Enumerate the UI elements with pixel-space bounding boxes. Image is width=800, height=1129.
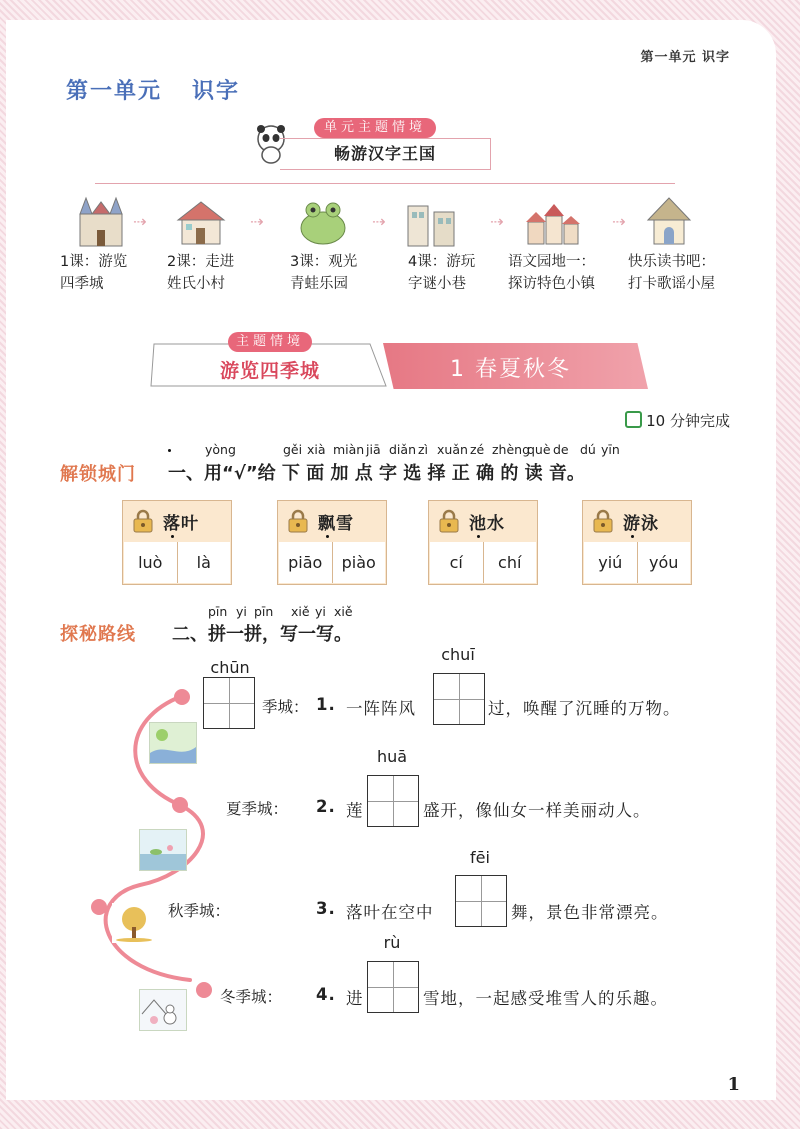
section-label-route: 探秘路线 (60, 624, 136, 645)
emphasis-dot (171, 535, 174, 538)
city-label-autumn: 秋季城： (168, 902, 231, 920)
route-pin (172, 797, 188, 813)
village-illustration-icon (172, 192, 230, 250)
pinyin-syllable: zé (470, 442, 485, 457)
lock-card-options (584, 542, 690, 583)
route-pin (91, 899, 107, 915)
frog-park-illustration-icon (294, 192, 352, 250)
route-pin (196, 982, 212, 998)
question1-pinyin (198, 442, 628, 458)
lock-card-options (430, 542, 536, 583)
route-arrow-icon: ⇢ (372, 212, 386, 231)
lock-card (277, 500, 387, 585)
question2-pinyin (198, 604, 368, 620)
pinyin-syllable: de (553, 442, 569, 457)
item-number: 4. (316, 985, 336, 1004)
writing-grid[interactable] (203, 677, 255, 729)
question2-text: 二、拼一拼，写一写。 (172, 624, 352, 645)
reading-option[interactable]: luò (138, 553, 163, 572)
city-label-winter: 冬季城： (220, 988, 283, 1006)
castle-illustration-icon (72, 192, 130, 250)
reading-option[interactable]: yóu (637, 542, 691, 583)
padlock-icon (437, 509, 461, 533)
stop-label: 快乐读书吧： 打卡歌谣小屋 (628, 254, 715, 292)
route-line (95, 183, 675, 184)
grid-pinyin: chuī (441, 645, 475, 664)
lock-card-top (429, 501, 537, 541)
pinyin-syllable: yīn (601, 442, 620, 457)
lock-card-top (278, 501, 386, 541)
pinyin-syllable: zì (418, 442, 429, 457)
item-text-before: 莲 (346, 801, 364, 820)
pinyin-syllable: xuǎn (437, 442, 468, 457)
item-text-after: 过，唤醒了沉睡的万物。 (488, 699, 681, 718)
pinyin-syllable: yi (236, 604, 247, 619)
stop-label: 语文园地一： 探访特色小镇 (508, 254, 595, 292)
town-illustration-icon (524, 192, 582, 250)
stop-label: 2课：走进 姓氏小村 (167, 254, 235, 292)
lock-card-word: 游泳 (623, 514, 659, 534)
lesson-title: 1 春夏秋冬 (450, 357, 571, 382)
cottage-illustration-icon (640, 192, 698, 250)
section-label-unlock: 解锁城门 (60, 464, 136, 485)
grid-pinyin: fēi (470, 848, 490, 867)
lock-card (428, 500, 538, 585)
lock-card-top (123, 501, 231, 541)
reading-option[interactable]: piào (332, 542, 386, 583)
unit-title-number: 第一单元 (66, 79, 163, 104)
timer-note (625, 410, 730, 431)
pinyin-syllable: xiě (291, 604, 310, 619)
pinyin-syllable: yi (315, 604, 326, 619)
lesson-theme-title: 游览四季城 (220, 360, 321, 382)
writing-grid[interactable] (433, 673, 485, 725)
route-arrow-icon: ⇢ (250, 212, 264, 231)
emphasis-dot (631, 535, 634, 538)
lock-card-options (279, 542, 385, 583)
timer-text: 10 分钟完成 (646, 412, 730, 430)
item-text-before: 落叶在空中 (346, 903, 434, 922)
grid-pinyin: huā (376, 747, 408, 766)
question1-text: 一、用“√”给 下 面 加 点 字 选 择 正 确 的 读 音。 (168, 463, 585, 484)
item-text-before: 一阵阵风 (346, 699, 416, 718)
lock-card (122, 500, 232, 585)
route-arrow-icon: ⇢ (490, 212, 504, 231)
emphasis-dot (477, 535, 480, 538)
pinyin-syllable: jiā (366, 442, 381, 457)
alarm-clock-icon (625, 411, 642, 428)
page-number: 1 (727, 1074, 740, 1095)
reading-option[interactable]: là (177, 542, 231, 583)
pinyin-syllable: gěi (283, 442, 303, 457)
alley-illustration-icon (402, 192, 460, 250)
lock-card-word: 飘雪 (318, 514, 354, 534)
grid-pinyin: rù (383, 933, 401, 952)
unit-title (66, 74, 240, 105)
theme-tag: 单元主题情境 (314, 118, 436, 138)
item-text-before: 进 (346, 989, 364, 1008)
pinyin-syllable: diǎn (389, 442, 416, 457)
stray-dot (168, 449, 171, 452)
route-arrow-icon: ⇢ (612, 212, 626, 231)
writing-grid[interactable] (367, 775, 419, 827)
pinyin-syllable: pīn (254, 604, 274, 619)
stop-label: 4课：游玩 字谜小巷 (408, 254, 476, 292)
emphasis-dot (326, 535, 329, 538)
lock-card-top (583, 501, 691, 541)
route-arrow-icon: ⇢ (133, 212, 147, 231)
writing-grid[interactable] (367, 961, 419, 1013)
reading-option[interactable]: cí (449, 553, 463, 572)
item-number: 3. (316, 899, 336, 918)
city-label-summer: 夏季城： (226, 800, 289, 818)
item-number: 2. (316, 797, 336, 816)
pinyin-syllable: yòng (205, 442, 236, 457)
winter-scene-icon (139, 989, 187, 1031)
pinyin-syllable: pīn (208, 604, 228, 619)
theme-title: 畅游汉字王国 (280, 138, 491, 170)
item-number: 1. (316, 695, 336, 714)
city-label-spring: 季城： (262, 698, 309, 716)
grid-pinyin: chūn (210, 658, 250, 677)
pinyin-syllable: xiě (334, 604, 353, 619)
lock-card-word: 池水 (469, 514, 505, 534)
padlock-icon (131, 509, 155, 533)
pinyin-syllable: zhèng (492, 442, 531, 457)
reading-option[interactable]: yiú (598, 553, 623, 572)
summer-scene-icon (139, 829, 187, 871)
pinyin-syllable: què (527, 442, 551, 457)
pinyin-syllable: xià (307, 442, 326, 457)
padlock-icon (591, 509, 615, 533)
stop-label: 3课：观光 青蛙乐园 (290, 254, 358, 292)
reading-option[interactable]: chí (483, 542, 537, 583)
lock-card-options (124, 542, 230, 583)
writing-grid[interactable] (455, 875, 507, 927)
spring-scene-icon (149, 722, 197, 764)
pinyin-syllable: miàn (333, 442, 365, 457)
padlock-icon (286, 509, 310, 533)
stop-label: 1课：游览 四季城 (60, 254, 128, 292)
lesson-theme-tag: 主题情境 (228, 332, 312, 352)
lock-card (582, 500, 692, 585)
autumn-tree-icon (112, 903, 158, 943)
item-text-after: 盛开，像仙女一样美丽动人。 (423, 801, 651, 820)
route-pin (174, 689, 190, 705)
item-text-after: 舞，景色非常漂亮。 (511, 903, 669, 922)
lock-card-word: 落叶 (163, 514, 199, 534)
item-text-after: 雪地，一起感受堆雪人的乐趣。 (423, 989, 668, 1008)
unit-title-topic: 识字 (192, 79, 241, 104)
running-header: 第一单元 识字 (640, 50, 730, 65)
reading-option[interactable]: piāo (288, 553, 323, 572)
pinyin-syllable: dú (580, 442, 596, 457)
